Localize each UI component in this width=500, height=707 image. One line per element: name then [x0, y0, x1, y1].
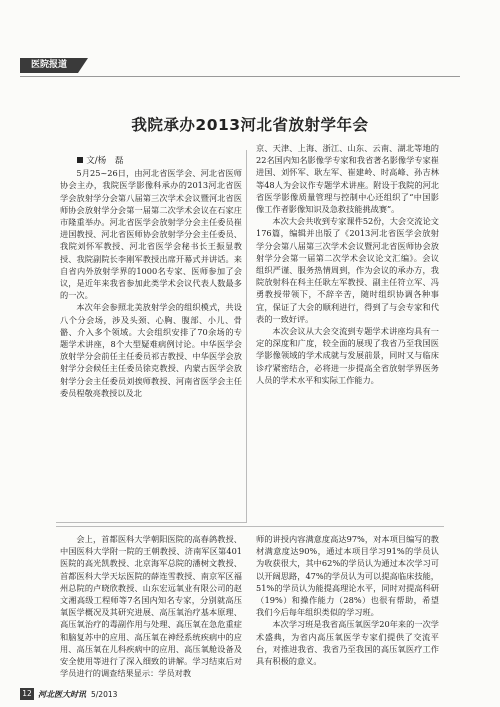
paragraph: 京、天津、上海、浙江、山东、云南、湖北等地的22名国内知名影像学专家和我省著名影像学专家崔进国、刘怀军、耿左军、崔建岭、时高峰、孙吉林等48人为会议作专题学术讲座。附设于我院的河北省医学影像质量管理与控制中心还组织了“中国影像工作者影像知识及急救技能挑战赛”。	[256, 143, 439, 215]
header-rule	[20, 76, 460, 77]
paragraph: 师的讲授内容满意度高达97%，对本项目编写的教材满意度达90%，通过本项目学习91%的学员认为收获很大，其中62%的学员认为通过本次学习可以开阔思路，47%的学员认为可以提高临床技能，51%的学员认为能提高理论水平，同时对提高科研（19%）和操作能力（28%）也很有帮助，希望我们今后每年组织类似的学习班。	[256, 534, 439, 618]
article-title: 我院承办2013河北省放射学年会	[131, 116, 369, 134]
paragraph: 本次大会共收到专家课件52份，大会交流论文176篇，编辑并出版了《2013河北省医学会放射学分会第八届第三次学术会议暨河北省医师协会放射学分会第一届第二次学术会议论文汇编》。会议组织严谨、服务热情周到，作为会议的承办方，我院放射科在科主任耿左军教授、副主任符立军、冯勇教授带领下，不辞辛苦，随时组织协调各种事宜，保证了大会的顺利进行，得到了与会专家和代表的一致好评。	[256, 216, 439, 324]
article-column-bottom-right	[256, 533, 439, 685]
byline-text: 文/杨 磊	[86, 156, 124, 166]
paragraph: 会上，首都医科大学朝阳医院的高春鸽教授、中国医科大学附一院的王朝教授、济南军区第401医院的高光凯教授、北京海军总院的潘树文教授、首都医科大学天坛医院的薛连雪教授、南京军区福州总院的卢晓欣教授、山东宏远氧业有限公司的赵文湘高级工程师等7名国内知名专家，分别就高压氧医学概况及其研究进展、高压氧治疗基本原理、高压氧治疗的毒副作用与处理、高压氧在急危重症和脑复苏中的应用、高压氧在神经系统疾病中的应用、高压氧在儿科疾病中的应用、高压氧舱设备及安全使用等进行了深入细致的讲解。学习结束后对学员进行的调查结果显示：学员对教	[60, 534, 242, 679]
paragraph: 本次年会参照北美放射学会的组织模式，共设八个分会场，涉及头颈、心胸、腹部、小儿、骨骼、介入多个领域。大会组织安排了70余场的专题学术讲座，8个大型疑难病例讨论。中华医学会放射学分会前任主任委员祁吉教授、中华医学会放射学分会候任主任委员徐克教授、内蒙古医学会放射学分会主任委员刘挨师教授、河南省医学会主任委员程敬亮教授以及北	[60, 302, 242, 398]
byline	[60, 155, 242, 167]
section-tag: 医院报道	[20, 58, 78, 73]
page-number: 12	[20, 688, 34, 700]
paragraph: 本次学习班是我省高压氧医学20年来的一次学术盛典，为省内高压氧医学专家们提供了交流平台，对推进我省、我省乃至我国的高压氧医疗工作具有积极的意义。	[256, 619, 439, 667]
paragraph: 本次会议从大会交流到专题学术讲座均具有一定的深度和广度，较全面的展现了我省乃至我国医学影像领域的学术成就与发展前景，同时又与临床诊疗紧密结合，必将进一步提高全省放射学界医务人员的学术水平和实际工作能力。	[256, 326, 439, 385]
article-column-top-right	[256, 142, 439, 514]
paragraph: 5月25~26日，由河北省医学会、河北省医师协会主办，我院医学影像科承办的2013河北省医学会放射学分会第八届第三次学术会议暨河北省医师协会放射学分会第一届第二次学术会议在石家庄市隆重举办。河北省医学会放射学分会主任委员崔进国教授、河北省医师协会放射学分会主任委员、我院刘怀军教授、河北省医学会秘书长王振显教授、我院副院长李刚军教授出席开幕式并讲话。来自省内外放射学界的1000名专家、医师参加了会议，是近年来我省参加此类学术会议代表人数最多的一次。	[60, 168, 242, 301]
square-bullet-icon	[77, 157, 83, 163]
page-footer	[20, 688, 117, 700]
article-column-top-left	[60, 155, 242, 517]
journal-name: 河北医大时讯	[38, 689, 86, 699]
article-column-bottom-left	[60, 533, 242, 685]
issue-number: 5/2013	[91, 689, 118, 699]
section-divider	[56, 526, 444, 527]
